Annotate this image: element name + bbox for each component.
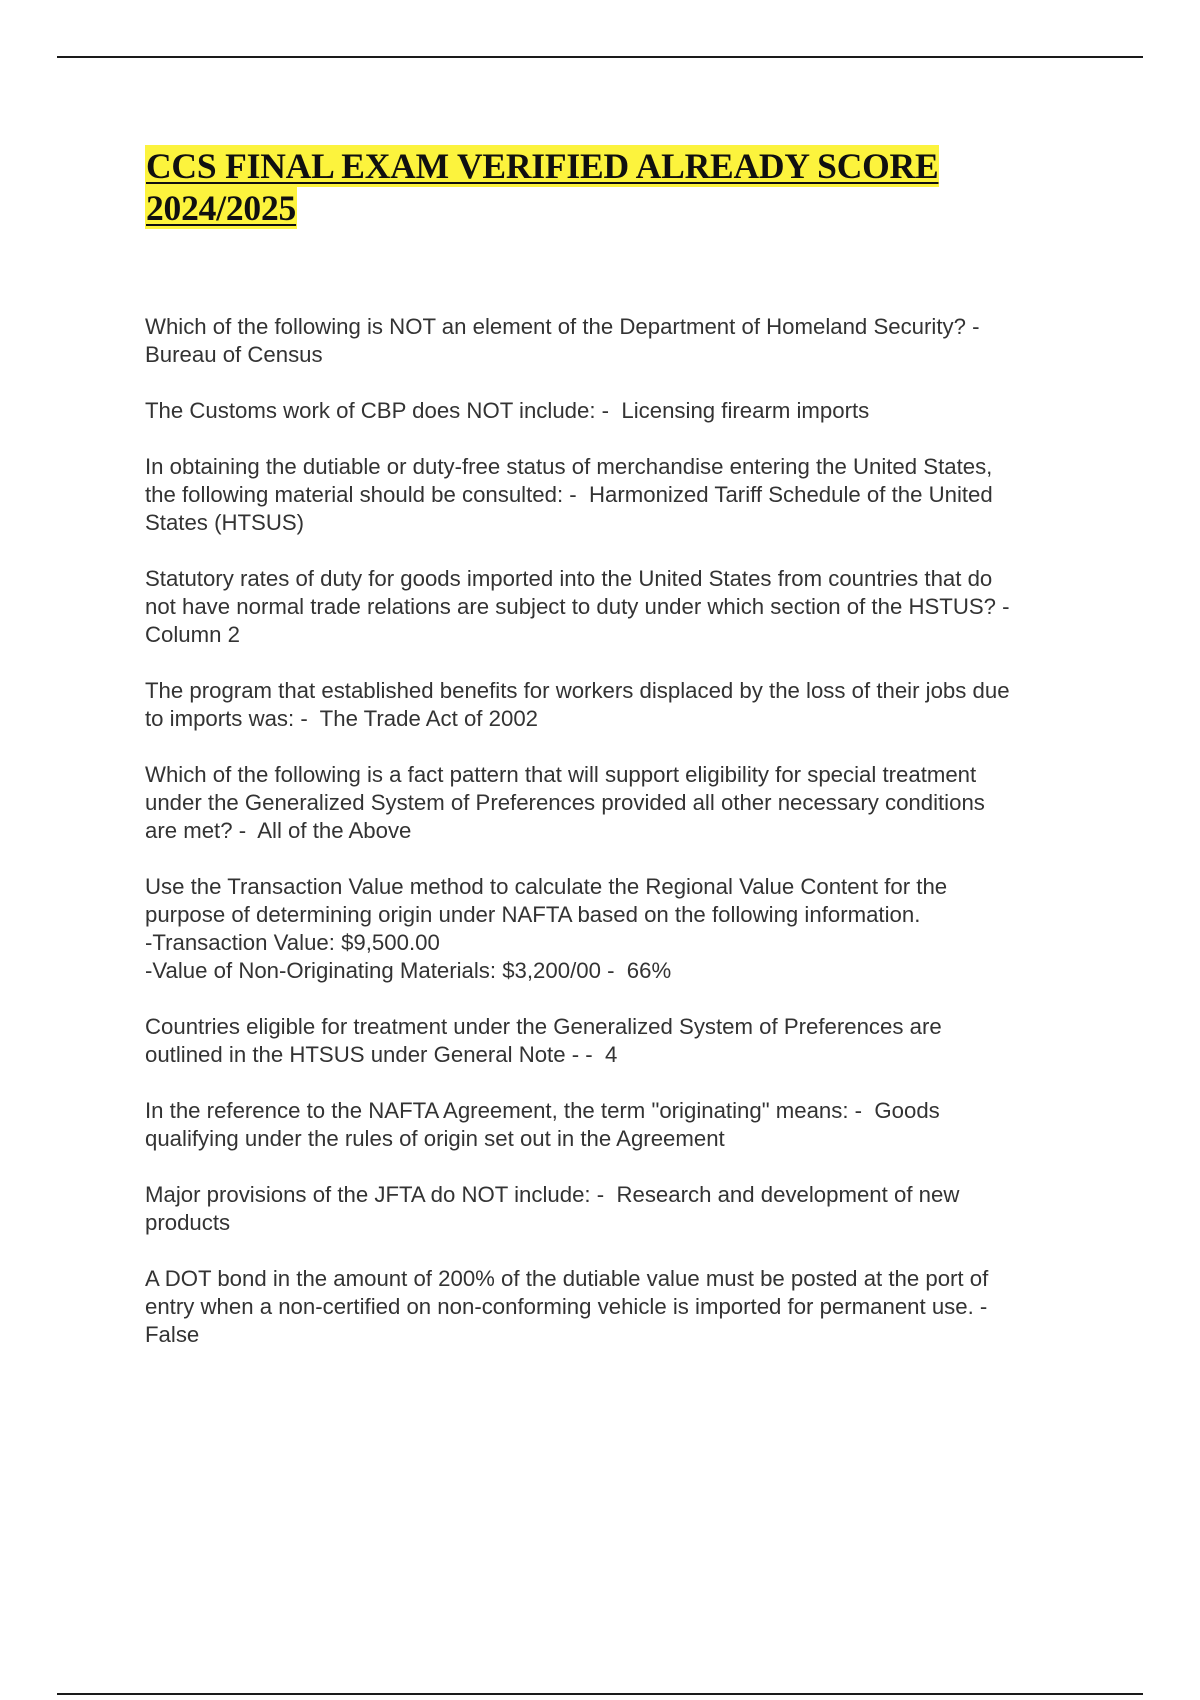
question-answer-line: qualifying under the rules of origin set out in the Agreement	[145, 1126, 725, 1151]
question-answer-line: In obtaining the dutiable or duty-free status of merchandise entering the United States,	[145, 454, 993, 479]
question-answer-item	[145, 397, 1105, 425]
question-answer-line: Use the Transaction Value method to calculate the Regional Value Content for the	[145, 874, 948, 899]
top-rule	[57, 56, 1143, 58]
question-answer-item	[145, 677, 1105, 733]
question-answer-line: The Customs work of CBP does NOT include: - Licensing firearm imports	[145, 398, 870, 423]
question-answer-item	[145, 1013, 1105, 1069]
question-answer-line: the following material should be consulted: - Harmonized Tariff Schedule of the United	[145, 482, 993, 507]
question-answer-line: outlined in the HTSUS under General Note - - 4	[145, 1042, 618, 1067]
question-answer-line: Which of the following is a fact pattern that will support eligibility for special treatment	[145, 762, 977, 787]
question-answer-line: under the Generalized System of Preferences provided all other necessary conditions	[145, 790, 985, 815]
question-answer-item	[145, 761, 1105, 845]
question-answer-line: States (HTSUS)	[145, 510, 305, 535]
question-answer-line: to imports was: - The Trade Act of 2002	[145, 706, 538, 731]
question-answer-line: purpose of determining origin under NAFTA based on the following information.	[145, 902, 921, 927]
question-answer-line: Major provisions of the JFTA do NOT include: - Research and development of new	[145, 1182, 960, 1207]
title-line-2: 2024/2025	[146, 188, 297, 228]
question-answer-line: Bureau of Census	[145, 342, 323, 367]
question-answer-list	[145, 313, 1105, 1377]
question-answer-line: Statutory rates of duty for goods imported into the United States from countries that do	[145, 566, 993, 591]
question-answer-line: -Value of Non-Originating Materials: $3,200/00 - 66%	[145, 958, 672, 983]
question-answer-line: Which of the following is NOT an element of the Department of Homeland Security? -	[145, 314, 980, 339]
question-answer-line: False	[145, 1322, 200, 1347]
question-answer-item	[145, 565, 1105, 649]
question-answer-item	[145, 313, 1105, 369]
question-answer-line: A DOT bond in the amount of 200% of the dutiable value must be posted at the port of	[145, 1266, 989, 1291]
question-answer-line: entry when a non-certified on non-conforming vehicle is imported for permanent use. -	[145, 1294, 988, 1319]
question-answer-line: Column 2	[145, 622, 240, 647]
question-answer-line: not have normal trade relations are subject to duty under which section of the HSTUS? -	[145, 594, 1010, 619]
bottom-rule	[57, 1693, 1143, 1695]
document-title	[145, 145, 1085, 229]
question-answer-line: -Transaction Value: $9,500.00	[145, 930, 440, 955]
question-answer-line: products	[145, 1210, 231, 1235]
question-answer-item	[145, 873, 1105, 985]
question-answer-line: In the reference to the NAFTA Agreement, the term "originating" means: - Goods	[145, 1098, 940, 1123]
question-answer-item	[145, 1265, 1105, 1349]
question-answer-item	[145, 1181, 1105, 1237]
question-answer-item	[145, 453, 1105, 537]
question-answer-line: are met? - All of the Above	[145, 818, 412, 843]
question-answer-line: Countries eligible for treatment under the Generalized System of Preferences are	[145, 1014, 942, 1039]
title-line-1: CCS FINAL EXAM VERIFIED ALREADY SCORE	[146, 146, 939, 186]
question-answer-line: The program that established benefits for workers displaced by the loss of their jobs due	[145, 678, 1010, 703]
question-answer-item	[145, 1097, 1105, 1153]
